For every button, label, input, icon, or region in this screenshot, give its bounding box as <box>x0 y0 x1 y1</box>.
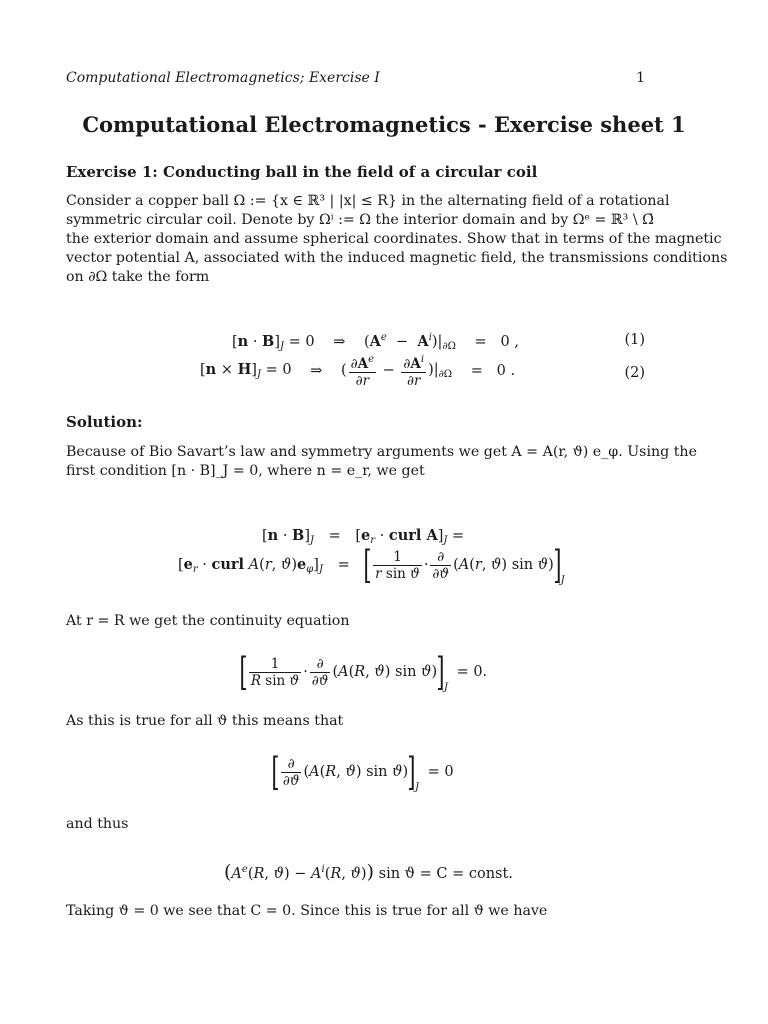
equation-number: (2) <box>624 365 645 381</box>
exercise-heading: Exercise 1: Conducting ball in the field of a circular coil <box>66 163 538 181</box>
exercise-statement <box>66 192 728 287</box>
and-thus: and thus <box>66 816 129 832</box>
constant-equation: ($A^e(R$, $ϑ) - A^i(R$, ϑ)) sin ϑ = C = const. <box>224 861 513 883</box>
derivative-equation: [ $\frac{\partial}{\partial ϑ}$ (A(R, ϑ) $\sin ϑ)]_J = 0$ <box>271 750 454 794</box>
running-header: Computational Electromagnetics; Exercise I <box>66 70 380 86</box>
solution-heading: Solution: <box>66 413 143 431</box>
statement-line: vector potential A, associated with the induced magnetic field, the transmissions conditions <box>66 250 728 266</box>
statement-line: the exterior domain and assume spherical coordinates. Show that in terms of the magnetic <box>66 231 722 247</box>
derivation-line-2: [$e_r$ · curl A(r, $ϑ)e_\varphi]_J$ = [ $\frac{1}{\text{r sin ϑ}}$ · $\frac{\partial}{\partial ϑ}$ (A(r, ϑ) $\sin ϑ)]_J$ <box>178 543 565 587</box>
final-sentence: Taking ϑ = 0 we see that C = 0. Since this is true for all ϑ we have <box>66 903 548 919</box>
statement-line: symmetric circular coil. Denote by Ωⁱ := Ω the interior domain and by Ωᵉ = ℝ³ \ Ω̄ <box>66 212 654 228</box>
equation-1: $[n \cdot B]_J = 0$ ⇒ $(A^e - A^i)|_{\partial\Omega} = 0$ , <box>232 332 519 352</box>
equation-number: (1) <box>624 332 645 348</box>
continuity-equation: [ $\frac{1}{\text{R sin ϑ}}$ · $\frac{\partial}{\partial ϑ}$ (A(R, ϑ) $\sin ϑ)]_J = 0$. <box>239 650 488 694</box>
solution-line: Because of Bio Savart’s law and symmetry arguments we get A = A(r, ϑ) e_φ. Using the <box>66 444 697 460</box>
page-number: 1 <box>636 70 645 86</box>
solution-paragraph <box>66 443 697 481</box>
document-title: Computational Electromagnetics - Exercise sheet 1 <box>82 112 686 137</box>
constant-equation-tail: sin ϑ = C = const. <box>378 866 513 882</box>
statement-line: on ∂Ω take the form <box>66 269 210 285</box>
continuity-intro: At r = R we get the continuity equation <box>66 613 350 629</box>
equation-2: $[n \times H]_J = 0$ ⇒ ( $\frac{\partial A^e}{\partial r}$ − $\frac{\partial A^i}{\partial r}$ )$|_{\partial\Omega} = 0$ . <box>200 354 516 389</box>
statement-line: Consider a copper ball Ω := {x ∈ ℝ³ | |x| ≤ R} in the alternating field of a rotational <box>66 193 670 209</box>
solution-line: first condition [n · B]_J = 0, where n = e_r, we get <box>66 463 425 479</box>
derivation-line-1: $[n \cdot B]_J = [e_r$ · curl $A]_J$ = <box>262 527 465 546</box>
for-all-sentence: As this is true for all ϑ this means that <box>66 713 344 729</box>
